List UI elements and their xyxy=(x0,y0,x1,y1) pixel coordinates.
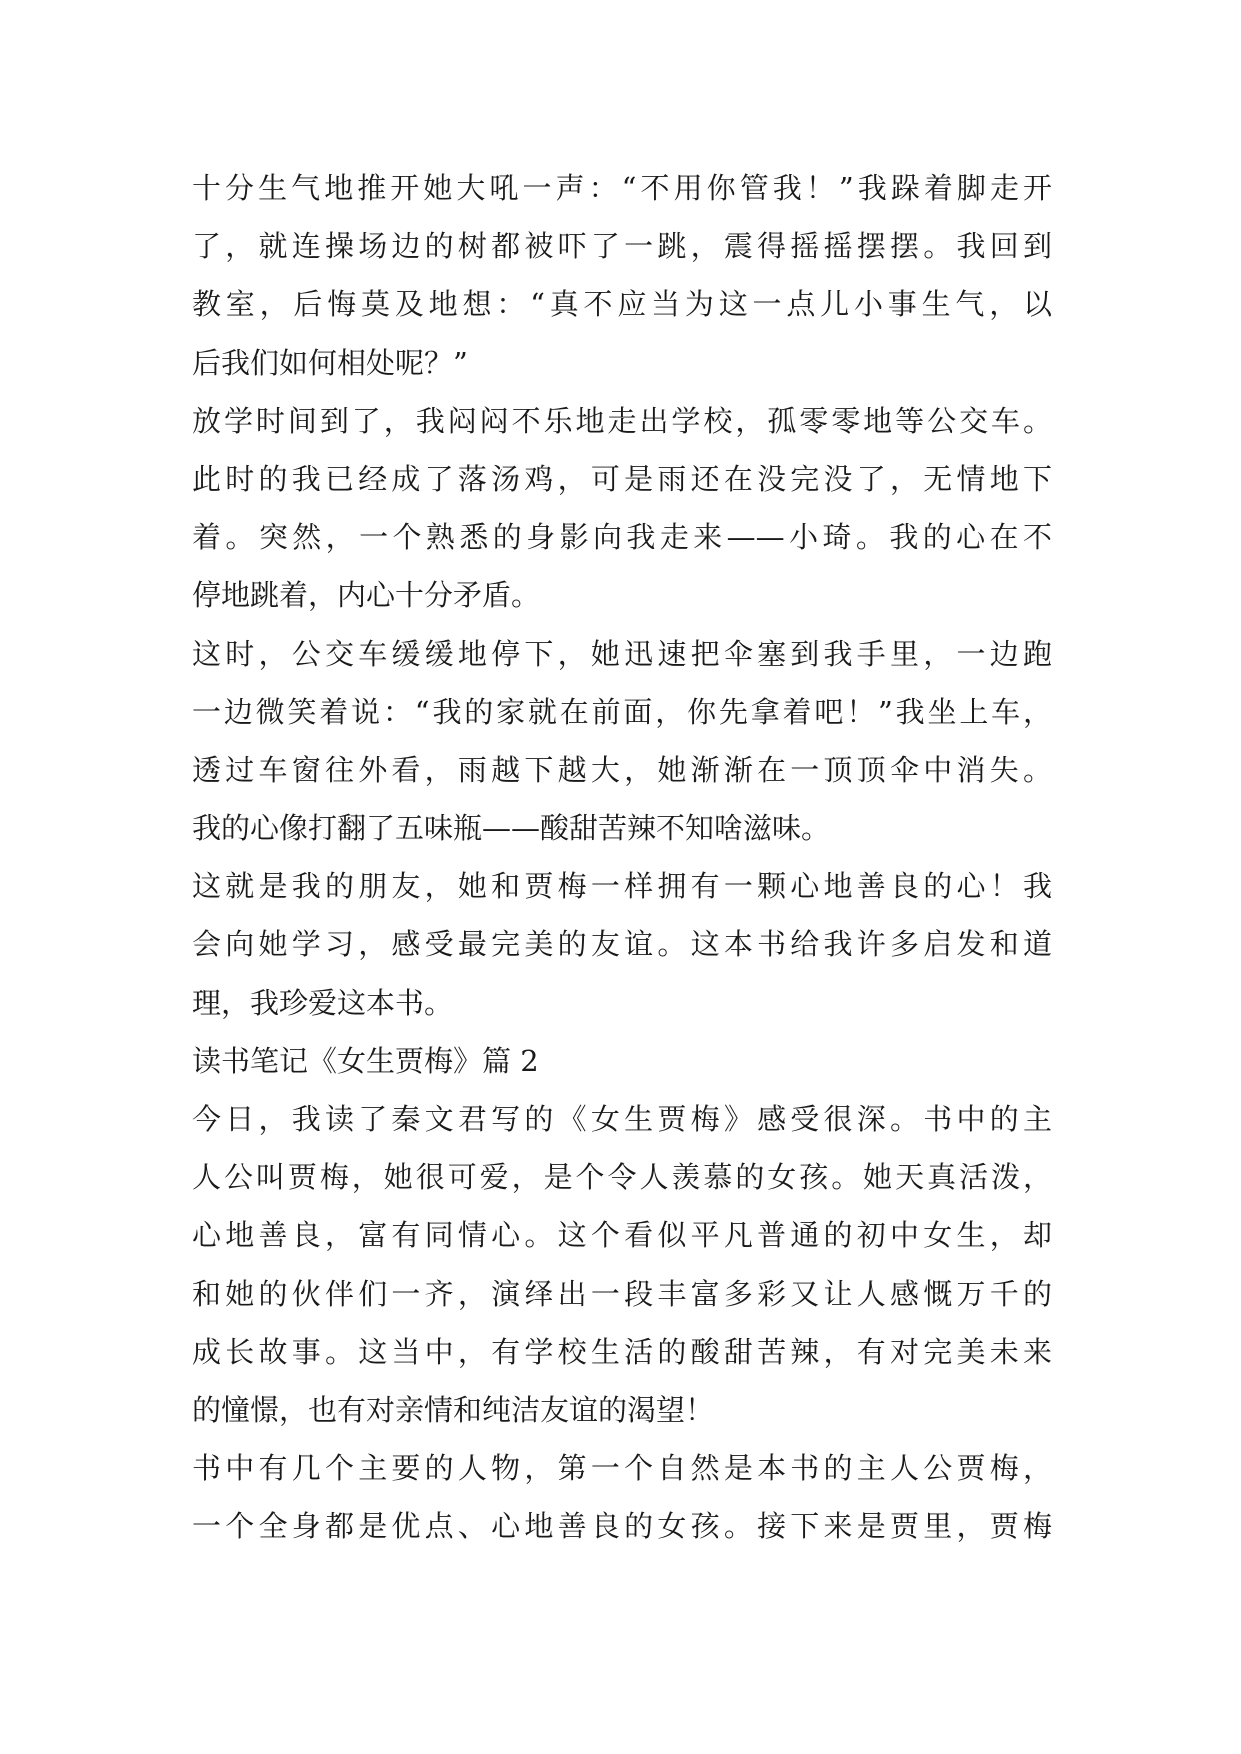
text-line: 我的心像打翻了五味瓶——酸甜苦辣不知啥滋味。 xyxy=(192,811,831,846)
body-text xyxy=(192,159,1052,1556)
text-line: 这时，公交车缓缓地停下，她迅速把伞塞到我手里，一边跑 xyxy=(192,636,1052,671)
text-line: 着。突然，一个熟悉的身影向我走来——小琦。我的心在不 xyxy=(192,520,1052,555)
text-line: 今日，我读了秦文君写的《女生贾梅》感受很深。书中的主 xyxy=(192,1102,1052,1136)
text-line: 一边微笑着说：“我的家就在前面，你先拿着吧！”我坐上车， xyxy=(192,694,1052,729)
text-line: 了，就连操场边的树都被吓了一跳，震得摇摇摆摆。我回到 xyxy=(192,229,1052,264)
text-line: 教室，后悔莫及地想：“真不应当为这一点儿小事生气，以 xyxy=(192,287,1052,322)
text-line: 书中有几个主要的人物，第一个自然是本书的主人公贾梅， xyxy=(192,1451,1052,1486)
text-line: 的憧憬，也有对亲情和纯洁友谊的渴望！ xyxy=(192,1392,715,1427)
text-line: 一个全身都是优点、心地善良的女孩。接下来是贾里，贾梅 xyxy=(192,1509,1052,1544)
text-line: 停地跳着，内心十分矛盾。 xyxy=(192,578,541,613)
text-line: 成长故事。这当中，有学校生活的酸甜苦辣，有对完美未来 xyxy=(192,1334,1052,1369)
text-line: 心地善良，富有同情心。这个看似平凡普通的初中女生，却 xyxy=(192,1218,1052,1253)
text-line: 透过车窗往外看，雨越下越大，她渐渐在一顶顶伞中消失。 xyxy=(192,752,1052,787)
text-line: 人公叫贾梅，她很可爱，是个令人羡慕的女孩。她天真活泼， xyxy=(192,1160,1052,1195)
section-heading: 读书笔记《女生贾梅》篇 2 xyxy=(192,1043,539,1078)
text-line: 理，我珍爱这本书。 xyxy=(192,985,454,1020)
text-line: 放学时间到了，我闷闷不乐地走出学校，孤零零地等公交车。 xyxy=(192,403,1052,438)
text-line: 后我们如何相处呢？” xyxy=(192,345,468,380)
text-line: 会向她学习，感受最完美的友谊。这本书给我许多启发和道 xyxy=(192,927,1052,962)
text-line: 和她的伙伴们一齐，演绎出一段丰富多彩又让人感慨万千的 xyxy=(192,1276,1052,1311)
text-line: 这就是我的朋友，她和贾梅一样拥有一颗心地善良的心！我 xyxy=(192,869,1052,904)
text-line: 十分生气地推开她大吼一声：“不用你管我！”我跺着脚走开 xyxy=(192,171,1052,205)
text-line: 此时的我已经成了落汤鸡，可是雨还在没完没了，无情地下 xyxy=(192,461,1052,496)
